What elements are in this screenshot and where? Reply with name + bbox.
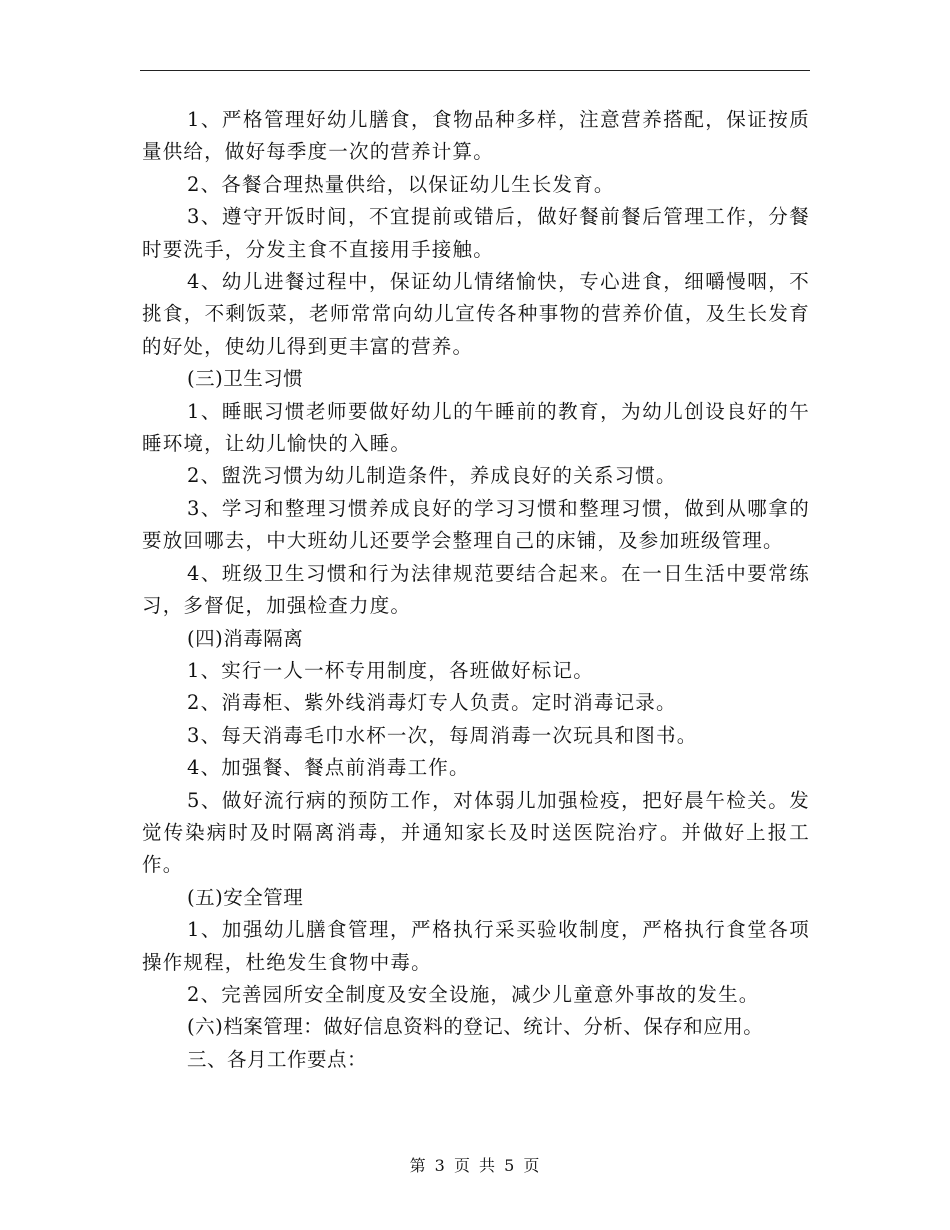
paragraph: 2、消毒柜、紫外线消毒灯专人负责。定时消毒记录。 <box>187 691 677 715</box>
paragraph: 3、遵守开饭时间，不宜提前或错后，做好餐前餐后管理工作，分餐时要洗手，分发主食不直接用手接触。 <box>142 205 810 261</box>
paragraph: 4、班级卫生习惯和行为法律规范要结合起来。在一日生活中要常练习，多督促，加强检查力度。 <box>142 561 810 618</box>
paragraph: 3、每天消毒毛巾水杯一次，每周消毒一次玩具和图书。 <box>187 723 698 747</box>
paragraph: 1、睡眠习惯老师要做好幼儿的午睡前的教育，为幼儿创设良好的午睡环境，让幼儿愉快的入睡。 <box>142 399 810 456</box>
section-heading-archives: (六)档案管理：做好信息资料的登记、统计、分析、保存和应用。 <box>187 1015 764 1039</box>
header-rule <box>140 70 810 71</box>
paragraph: 2、盥洗习惯为幼儿制造条件，养成良好的关系习惯。 <box>187 464 677 488</box>
paragraph: 5、做好流行病的预防工作，对体弱儿加强检疫，把好晨午检关。发觉传染病时及时隔离消毒，并通知家长及时送医院治疗。并做好上报工作。 <box>142 788 810 877</box>
section-heading-safety: (五)安全管理 <box>187 885 304 909</box>
page-number-footer: 第 3 页 共 5 页 <box>409 1156 541 1175</box>
paragraph: 1、严格管理好幼儿膳食，食物品种多样，注意营养搭配，保证按质量供给，做好每季度一次的营养计算。 <box>142 108 810 164</box>
paragraph: 1、加强幼儿膳食管理，严格执行采买验收制度，严格执行食堂各项操作规程，杜绝发生食物中毒。 <box>142 918 810 974</box>
document-body <box>142 104 810 1076</box>
section-heading-monthly-points: 三、各月工作要点： <box>187 1047 368 1071</box>
paragraph: 4、幼儿进餐过程中，保证幼儿情绪愉快，专心进食，细嚼慢咽，不挑食，不剩饭菜，老师常常向幼儿宣传各种事物的营养价值，及生长发育的好处，使幼儿得到更丰富的营养。 <box>142 270 810 358</box>
paragraph: 3、学习和整理习惯养成良好的学习习惯和整理习惯，做到从哪拿的要放回哪去，中大班幼儿还要学会整理自己的床铺，及参加班级管理。 <box>142 496 810 553</box>
section-heading-hygiene: (三)卫生习惯 <box>187 367 304 391</box>
paragraph: 2、完善园所安全制度及安全设施，减少儿童意外事故的发生。 <box>187 982 760 1006</box>
paragraph: 1、实行一人一杯专用制度，各班做好标记。 <box>187 658 594 682</box>
paragraph: 4、加强餐、餐点前消毒工作。 <box>187 756 470 780</box>
paragraph: 2、各餐合理热量供给，以保证幼儿生长发育。 <box>187 172 615 196</box>
section-heading-disinfection: (四)消毒隔离 <box>187 626 304 650</box>
